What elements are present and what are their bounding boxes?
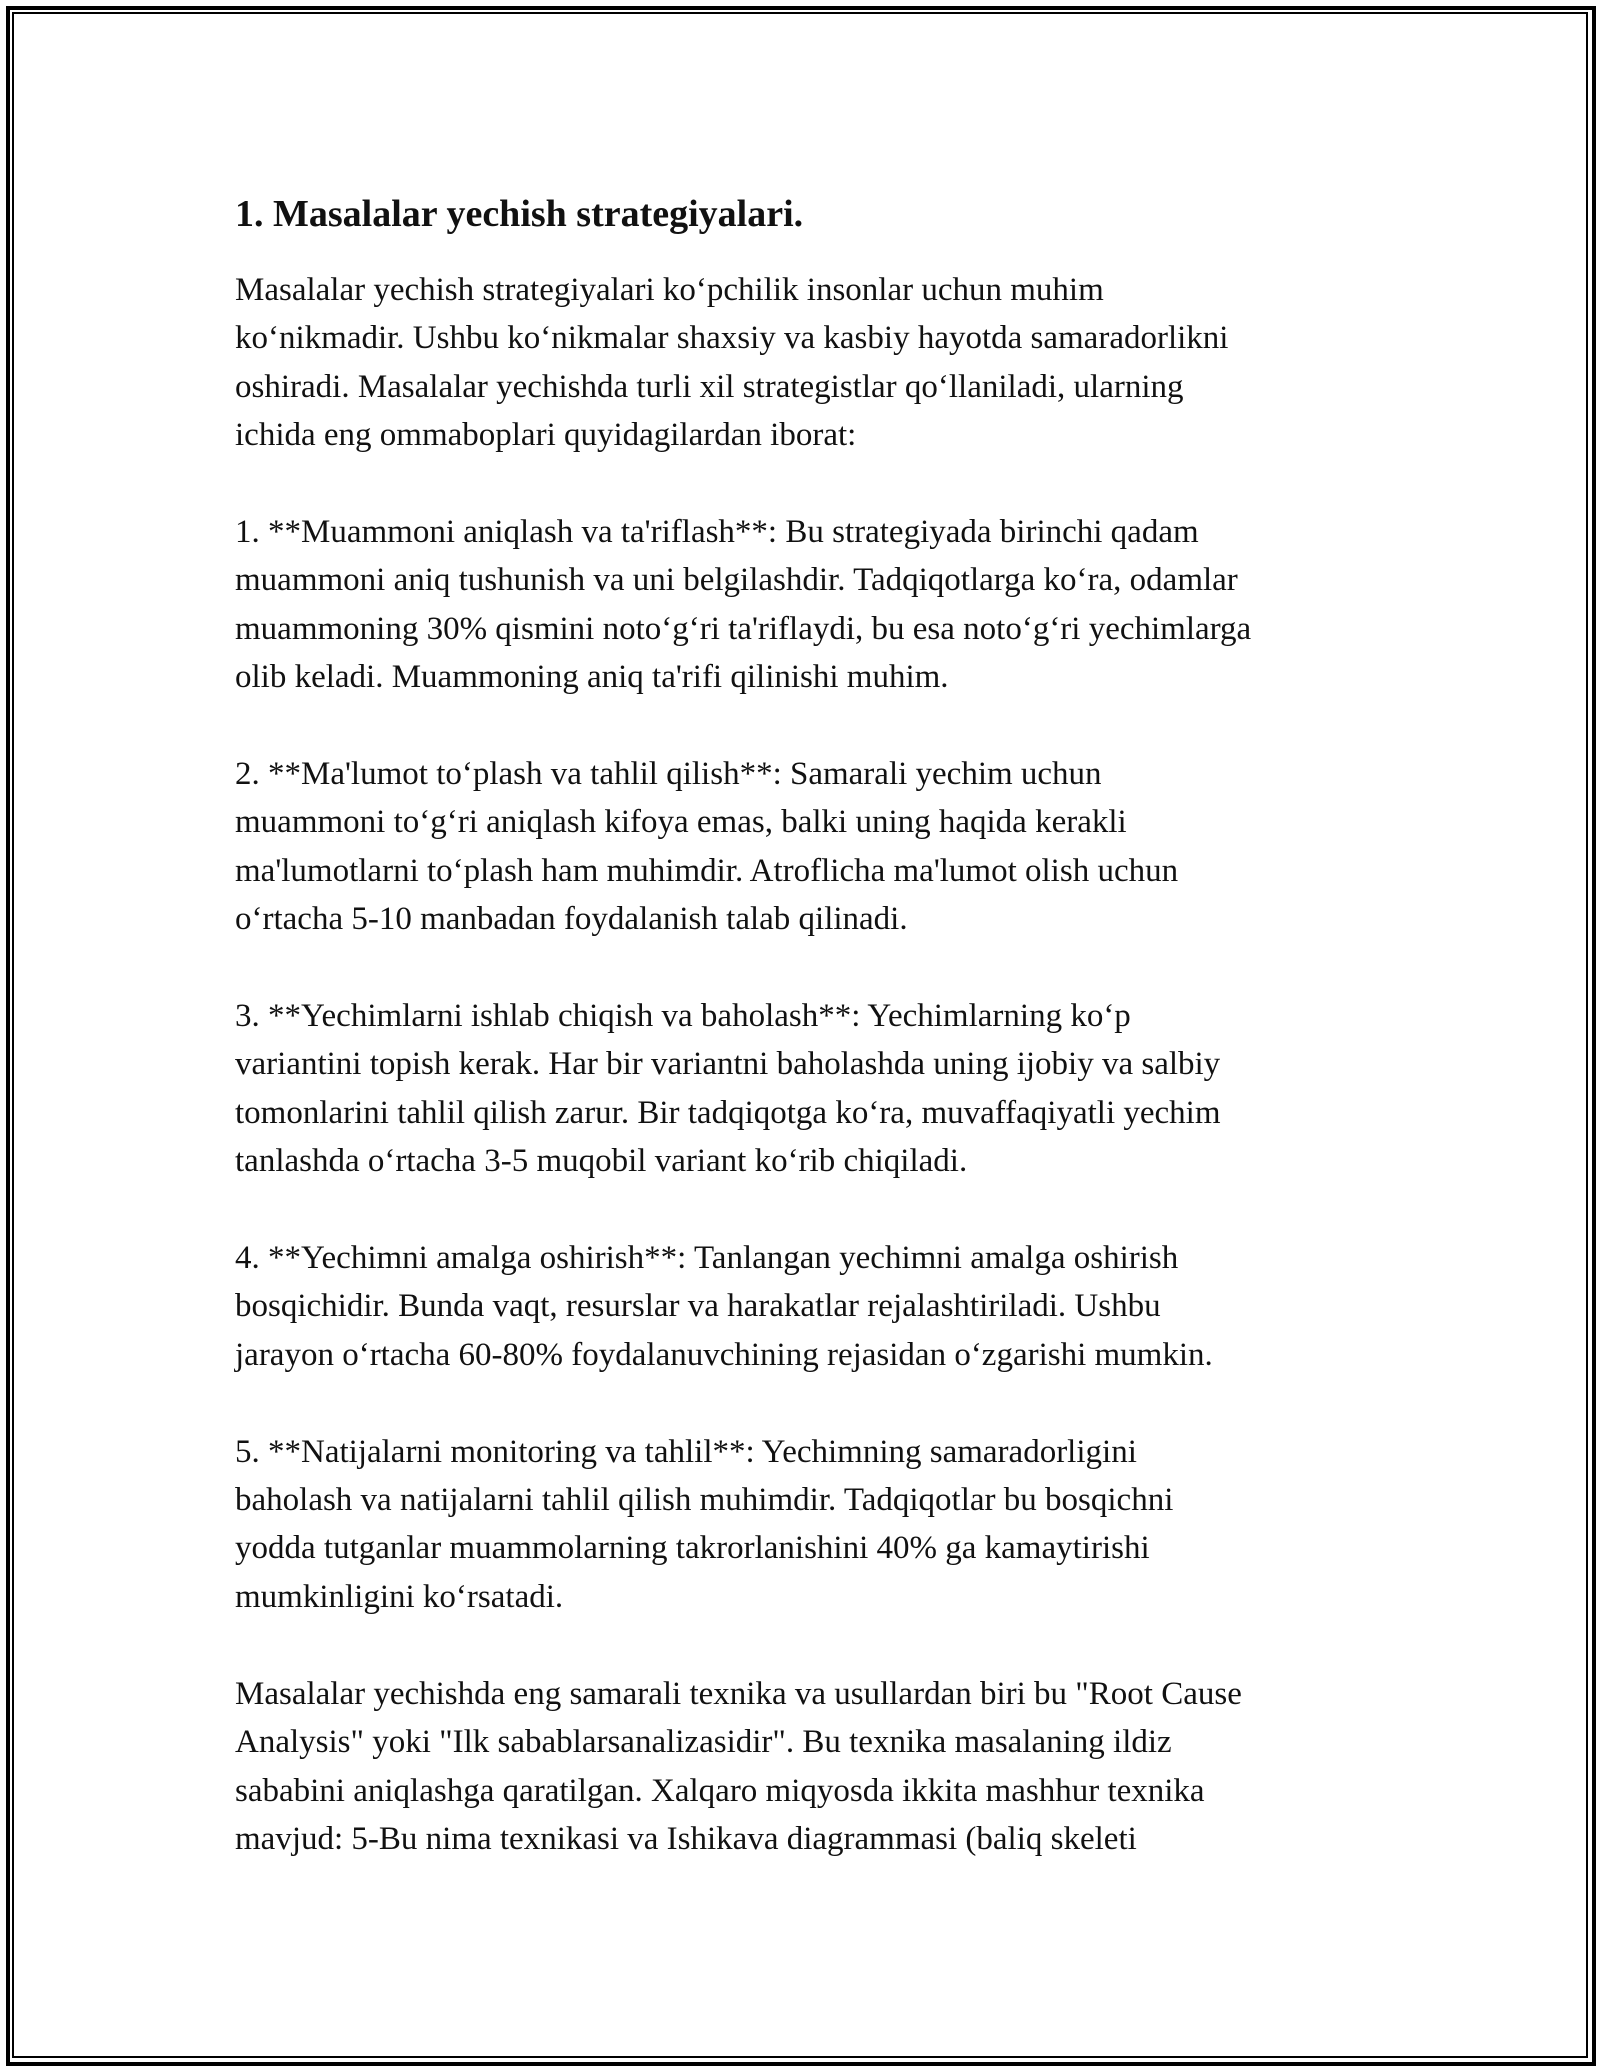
text-line: tomonlarini tahlil qilish zarur. Bir tadqiqotga ko‘ra, muvaffaqiyatli yechim [235,1094,1221,1131]
text-line: baholash va natijalarni tahlil qilish muhimdir. Tadqiqotlar bu bosqichni [235,1482,1174,1519]
paragraph-strategy-1 [235,508,1385,702]
text-line: mumkinligini ko‘rsatadi. [235,1578,564,1615]
text-line: muammoning 30% qismini noto‘g‘ri ta'riflaydi, bu esa noto‘g‘ri yechimlarga [235,610,1252,647]
text-line: tanlashda o‘rtacha 3-5 muqobil variant ko‘rib chiqiladi. [235,1143,968,1180]
text-line: bosqichidir. Bunda vaqt, resurslar va harakatlar rejalashtiriladi. Ushbu [235,1288,1161,1325]
text-line: variantini topish kerak. Har bir variantni baholashda uning ijobiy va salbiy [235,1046,1221,1083]
text-line: Analysis" yoki "Ilk sabablarsanalizasidir". Bu texnika masalaning ildiz [235,1724,1172,1761]
text-line: 2. **Ma'lumot to‘plash va tahlil qilish**: Samarali yechim uchun [235,756,1102,793]
text-line: 3. **Yechimlarni ishlab chiqish va baholash**: Yechimlarning ko‘p [235,998,1131,1035]
text-line: mavjud: 5-Bu nima texnikasi va Ishikava diagrammasi (baliq skeleti [235,1820,1137,1857]
text-line: ko‘nikmadir. Ushbu ko‘nikmalar shaxsiy va kasbiy hayotda samaradorlikni [235,320,1229,357]
text-line: Masalalar yechishda eng samarali texnika va usullardan biri bu "Root Cause [235,1675,1242,1712]
text-line: 4. **Yechimni amalga oshirish**: Tanlangan yechimni amalga oshirish [235,1240,1179,1277]
text-line: muammoni to‘g‘ri aniqlash kifoya emas, balki uning haqida kerakli [235,804,1127,841]
text-line: olib keladi. Muammoning aniq ta'rifi qilinishi muhim. [235,659,949,696]
text-line: 5. **Natijalarni monitoring va tahlil**: Yechimning samaradorligini [235,1433,1137,1470]
text-line: oshiradi. Masalalar yechishda turli xil strategistlar qo‘llaniladi, ularning [235,368,1184,405]
text-line: sababini aniqlashga qaratilgan. Xalqaro miqyosda ikkita mashhur texnika [235,1772,1205,1809]
text-line: Masalalar yechish strategiyalari ko‘pchilik insonlar uchun muhim [235,272,1104,308]
paragraph-intro [235,266,1385,460]
paragraph-root-cause [235,1670,1385,1864]
document-title: 1. Masalalar yechish strategiyalari. [235,193,804,235]
text-line: jarayon o‘rtacha 60-80% foydalanuvchining rejasidan o‘zgarishi mumkin. [235,1336,1213,1373]
text-line: o‘rtacha 5-10 manbadan foydalanish talab qilinadi. [235,901,908,938]
paragraph-strategy-3 [235,992,1385,1186]
paragraph-strategy-4 [235,1234,1385,1379]
text-line: yodda tutganlar muammolarning takrorlanishini 40% ga kamaytirishi [235,1530,1150,1567]
paragraph-strategy-2 [235,750,1385,944]
paragraph-strategy-5 [235,1428,1385,1622]
text-line: 1. **Muammoni aniqlash va ta'riflash**: Bu strategiyada birinchi qadam [235,514,1199,551]
text-line: ichida eng ommaboplari quyidagilardan iborat: [235,417,857,454]
text-line: ma'lumotlarni to‘plash ham muhimdir. Atroflicha ma'lumot olish uchun [235,852,1179,889]
document-body [235,186,1385,1912]
text-line: muammoni aniq tushunish va uni belgilashdir. Tadqiqotlarga ko‘ra, odamlar [235,562,1238,599]
